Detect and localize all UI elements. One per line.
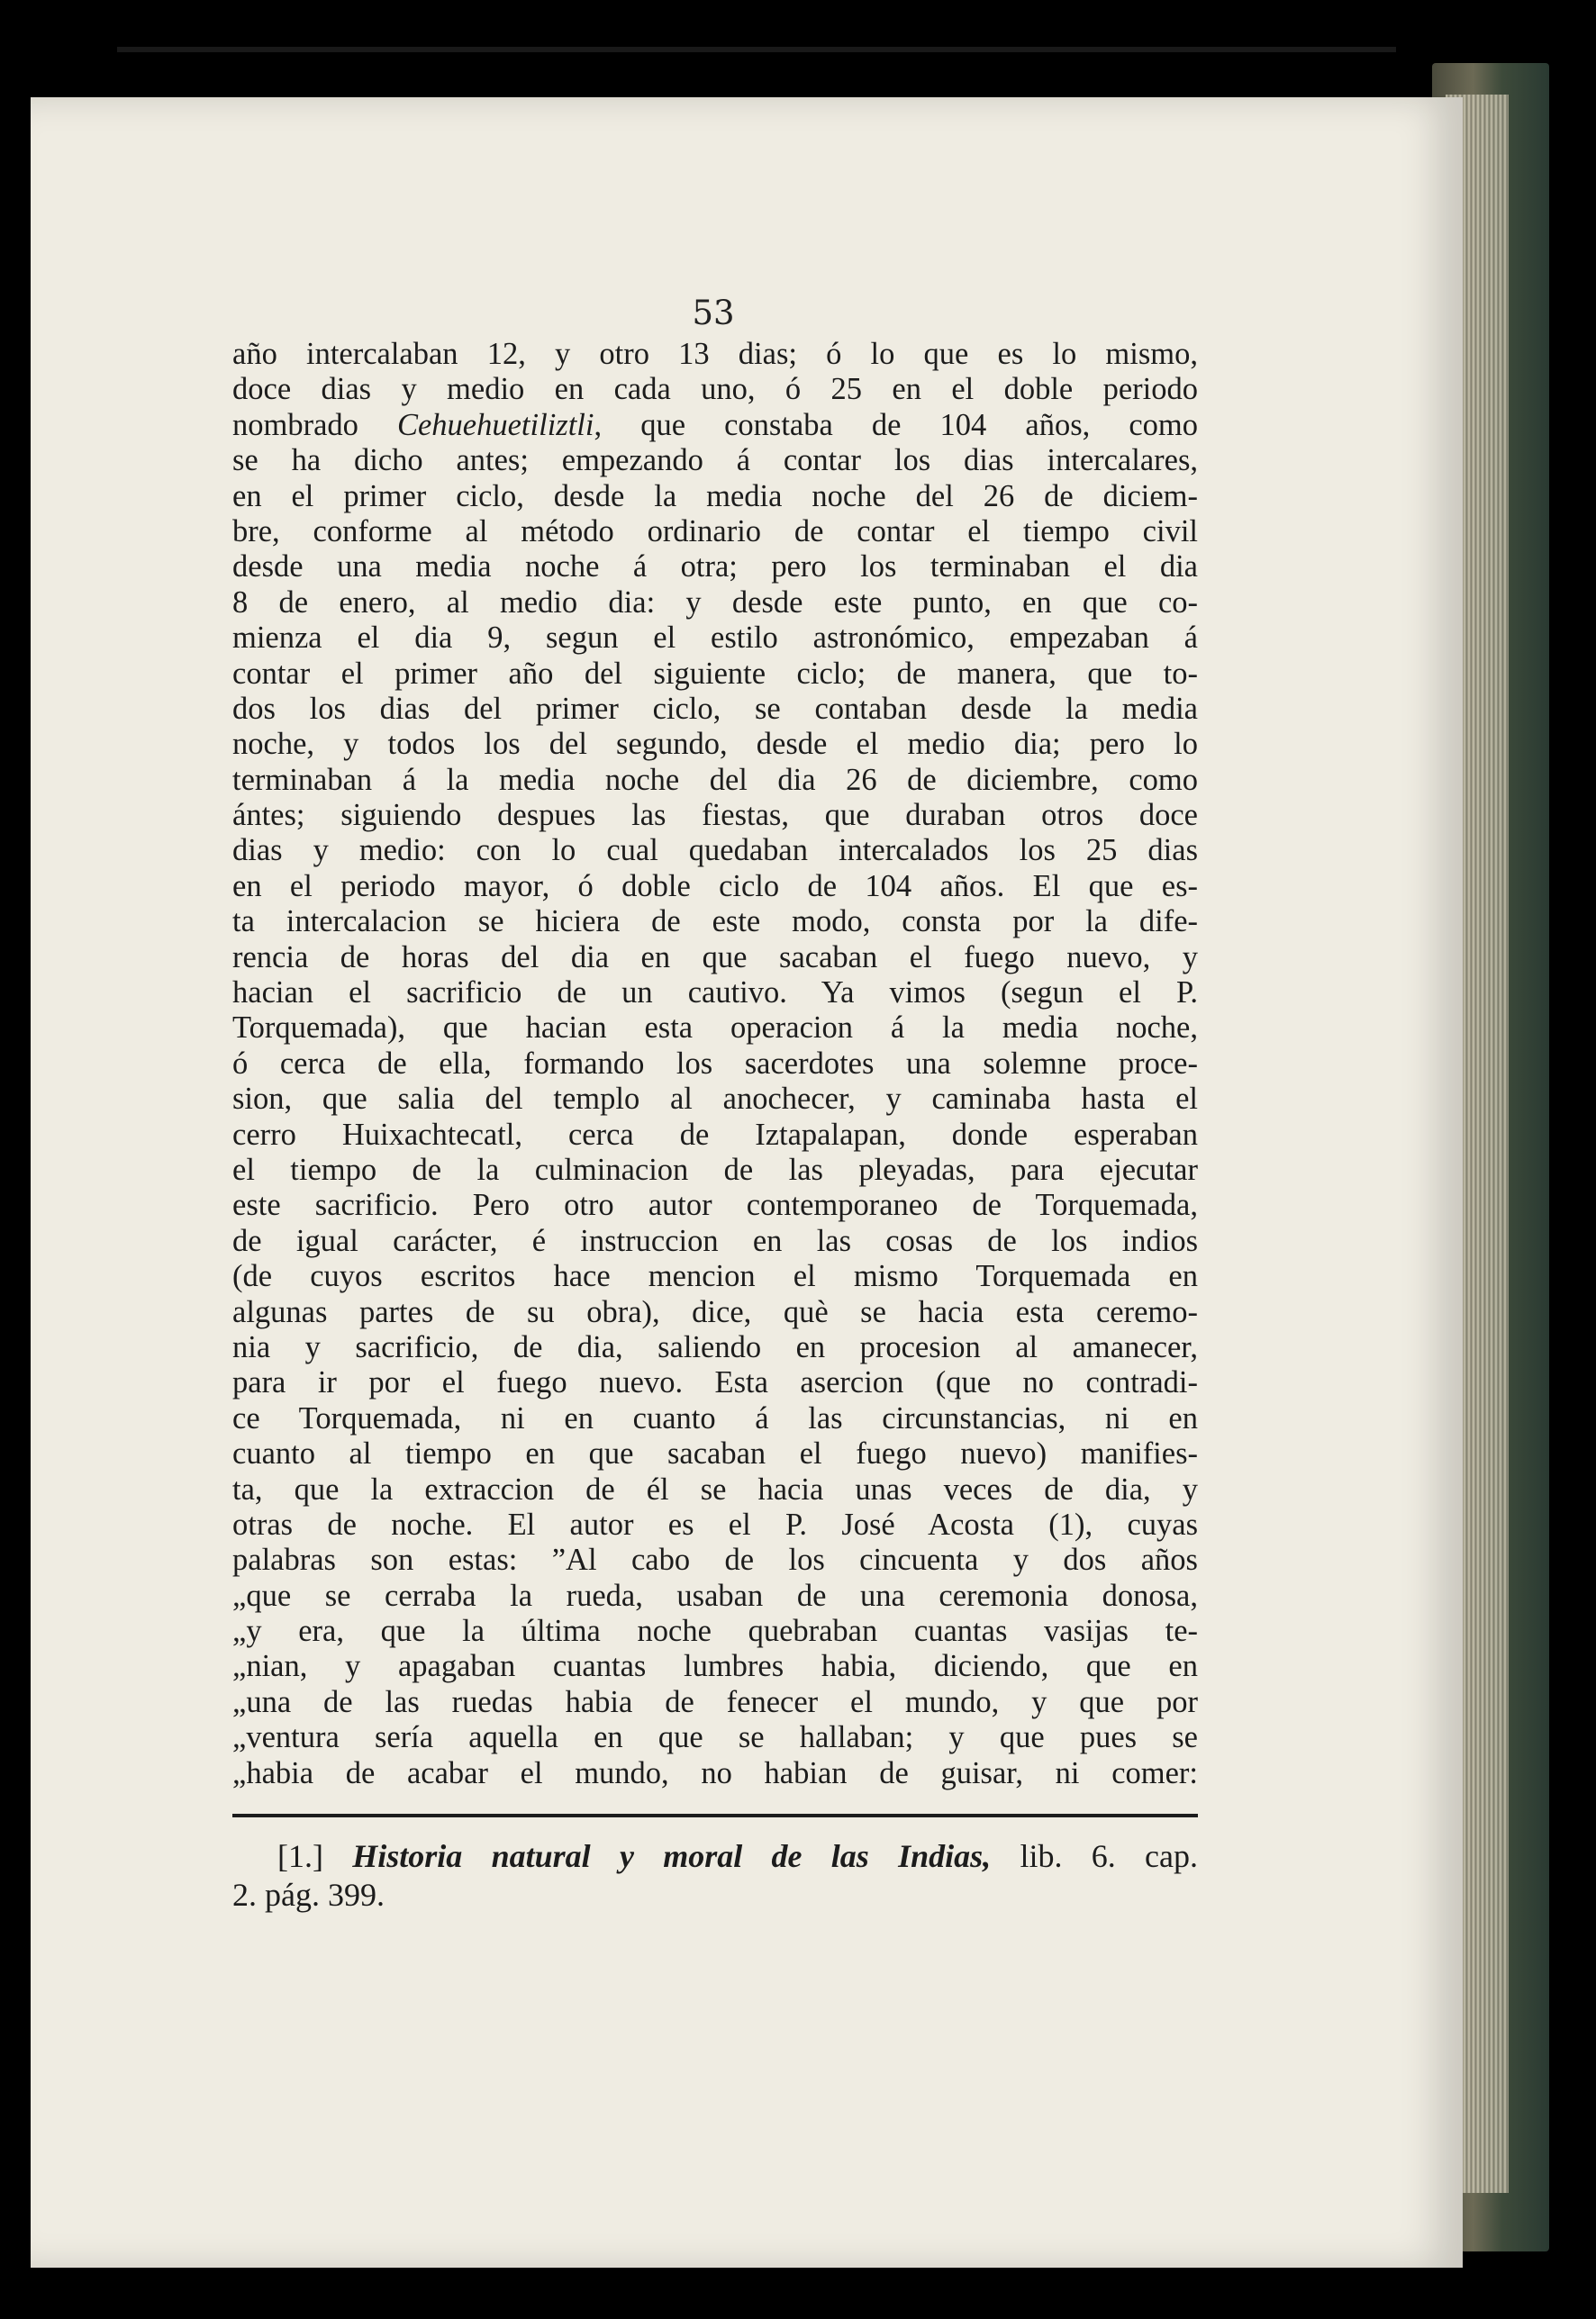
- text-line: doce dias y medio en cada uno, ó 25 en el doble periodo: [232, 372, 1198, 407]
- text-line: „ventura sería aquella en que se hallaban; y que pues se: [232, 1720, 1198, 1755]
- text-line: „habia de acabar el mundo, no habian de guisar, ni comer:: [232, 1755, 1198, 1790]
- text-line: el tiempo de la culminacion de las pleyadas, para ejecutar: [232, 1152, 1198, 1187]
- text-line: terminaban á la media noche del dia 26 de diciembre, como: [232, 762, 1198, 797]
- text-line: noche, y todos los del segundo, desde el medio dia; pero lo: [232, 727, 1198, 762]
- text-line: cuanto al tiempo en que sacaban el fuego nuevo) manifies-: [232, 1436, 1198, 1472]
- text-line: (de cuyos escritos hace mencion el mismo Torquemada en: [232, 1259, 1198, 1294]
- text-line: se ha dicho antes; empezando á contar los dias intercalares,: [232, 443, 1198, 478]
- footnote-line-2: 2. pág. 399.: [232, 1877, 385, 1913]
- text-line: en el periodo mayor, ó doble ciclo de 104 años. El que es-: [232, 868, 1198, 903]
- text-line: dias y medio: con lo cual quedaban intercalados los 25 dias: [232, 833, 1198, 868]
- text-line: sion, que salia del templo al anochecer, y caminaba hasta el: [232, 1082, 1198, 1117]
- footnote-marker: [1.]: [277, 1838, 323, 1874]
- footnote-line-1: [232, 1837, 1198, 1876]
- text-line: ó cerca de ella, formando los sacerdotes una solemne proce-: [232, 1046, 1198, 1081]
- body-text: [232, 337, 1198, 1791]
- text-line: de igual carácter, é instruccion en las cosas de los indios: [232, 1223, 1198, 1258]
- text-line: en el primer ciclo, desde la media noche del 26 de diciem-: [232, 478, 1198, 513]
- text-line: año intercalaban 12, y otro 13 dias; ó lo que es lo mismo,: [232, 337, 1198, 371]
- page-number: 53: [692, 294, 735, 332]
- scan-border-mark: [117, 47, 1396, 52]
- text-line: „que se cerraba la rueda, usaban de una ceremonia donosa,: [232, 1578, 1198, 1613]
- text-line: Torquemada), que hacian esta operacion á la media noche,: [232, 1010, 1198, 1046]
- text-line: ántes; siguiendo despues las fiestas, que duraban otros doce: [232, 798, 1198, 833]
- footnote-rest: lib. 6. cap.: [1020, 1838, 1199, 1874]
- text-line: „y era, que la última noche quebraban cuantas vasijas te-: [232, 1614, 1198, 1649]
- footnote-title: Historia natural y moral de las Indias,: [352, 1838, 992, 1874]
- text-line: ta, que la extraccion de él se hacia unas veces de dia, y: [232, 1472, 1198, 1507]
- text-line: 8 de enero, al medio dia: y desde este punto, en que co-: [232, 584, 1198, 620]
- text-line: nia y sacrificio, de dia, saliendo en procesion al amanecer,: [232, 1329, 1198, 1364]
- text-line: palabras son estas: ”Al cabo de los cincuenta y dos años: [232, 1543, 1198, 1578]
- italic-term: Cehuehuetiliztli: [396, 407, 594, 442]
- text-line: bre, conforme al método ordinario de contar el tiempo civil: [232, 513, 1198, 548]
- text-line: „una de las ruedas habia de fenecer el mundo, y que por: [232, 1684, 1198, 1719]
- text-line: algunas partes de su obra), dice, què se hacia esta ceremo-: [232, 1294, 1198, 1329]
- text-line: para ir por el fuego nuevo. Esta asercion (que no contradi-: [232, 1365, 1198, 1400]
- text-line: cerro Huixachtecatl, cerca de Iztapalapan, donde esperaban: [232, 1117, 1198, 1152]
- footnote: [232, 1837, 1198, 1915]
- text-line: contar el primer año del siguiente ciclo; de manera, que to-: [232, 656, 1198, 691]
- text-line: mienza el dia 9, segun el estilo astronómico, empezaban á: [232, 621, 1198, 656]
- text-line: ce Torquemada, ni en cuanto á las circunstancias, ni en: [232, 1400, 1198, 1436]
- text-line: dos los dias del primer ciclo, se contaban desde la media: [232, 691, 1198, 726]
- text-line: hacian el sacrificio de un cautivo. Ya vimos (segun el P.: [232, 975, 1198, 1010]
- text-line: ta intercalacion se hiciera de este modo, consta por la dife-: [232, 904, 1198, 939]
- text-line: „nian, y apagaban cuantas lumbres habia, diciendo, que en: [232, 1649, 1198, 1684]
- text-line: rencia de horas del dia en que sacaban el fuego nuevo, y: [232, 939, 1198, 974]
- footnote-rule: [232, 1814, 1198, 1817]
- text-line: desde una media noche á otra; pero los terminaban el dia: [232, 549, 1198, 584]
- text-line: este sacrificio. Pero otro autor contemporaneo de Torquemada,: [232, 1188, 1198, 1223]
- text-line: otras de noche. El autor es el P. José Acosta (1), cuyas: [232, 1507, 1198, 1542]
- text-line: nombrado Cehuehuetiliztli, que constaba de 104 años, como: [232, 407, 1198, 442]
